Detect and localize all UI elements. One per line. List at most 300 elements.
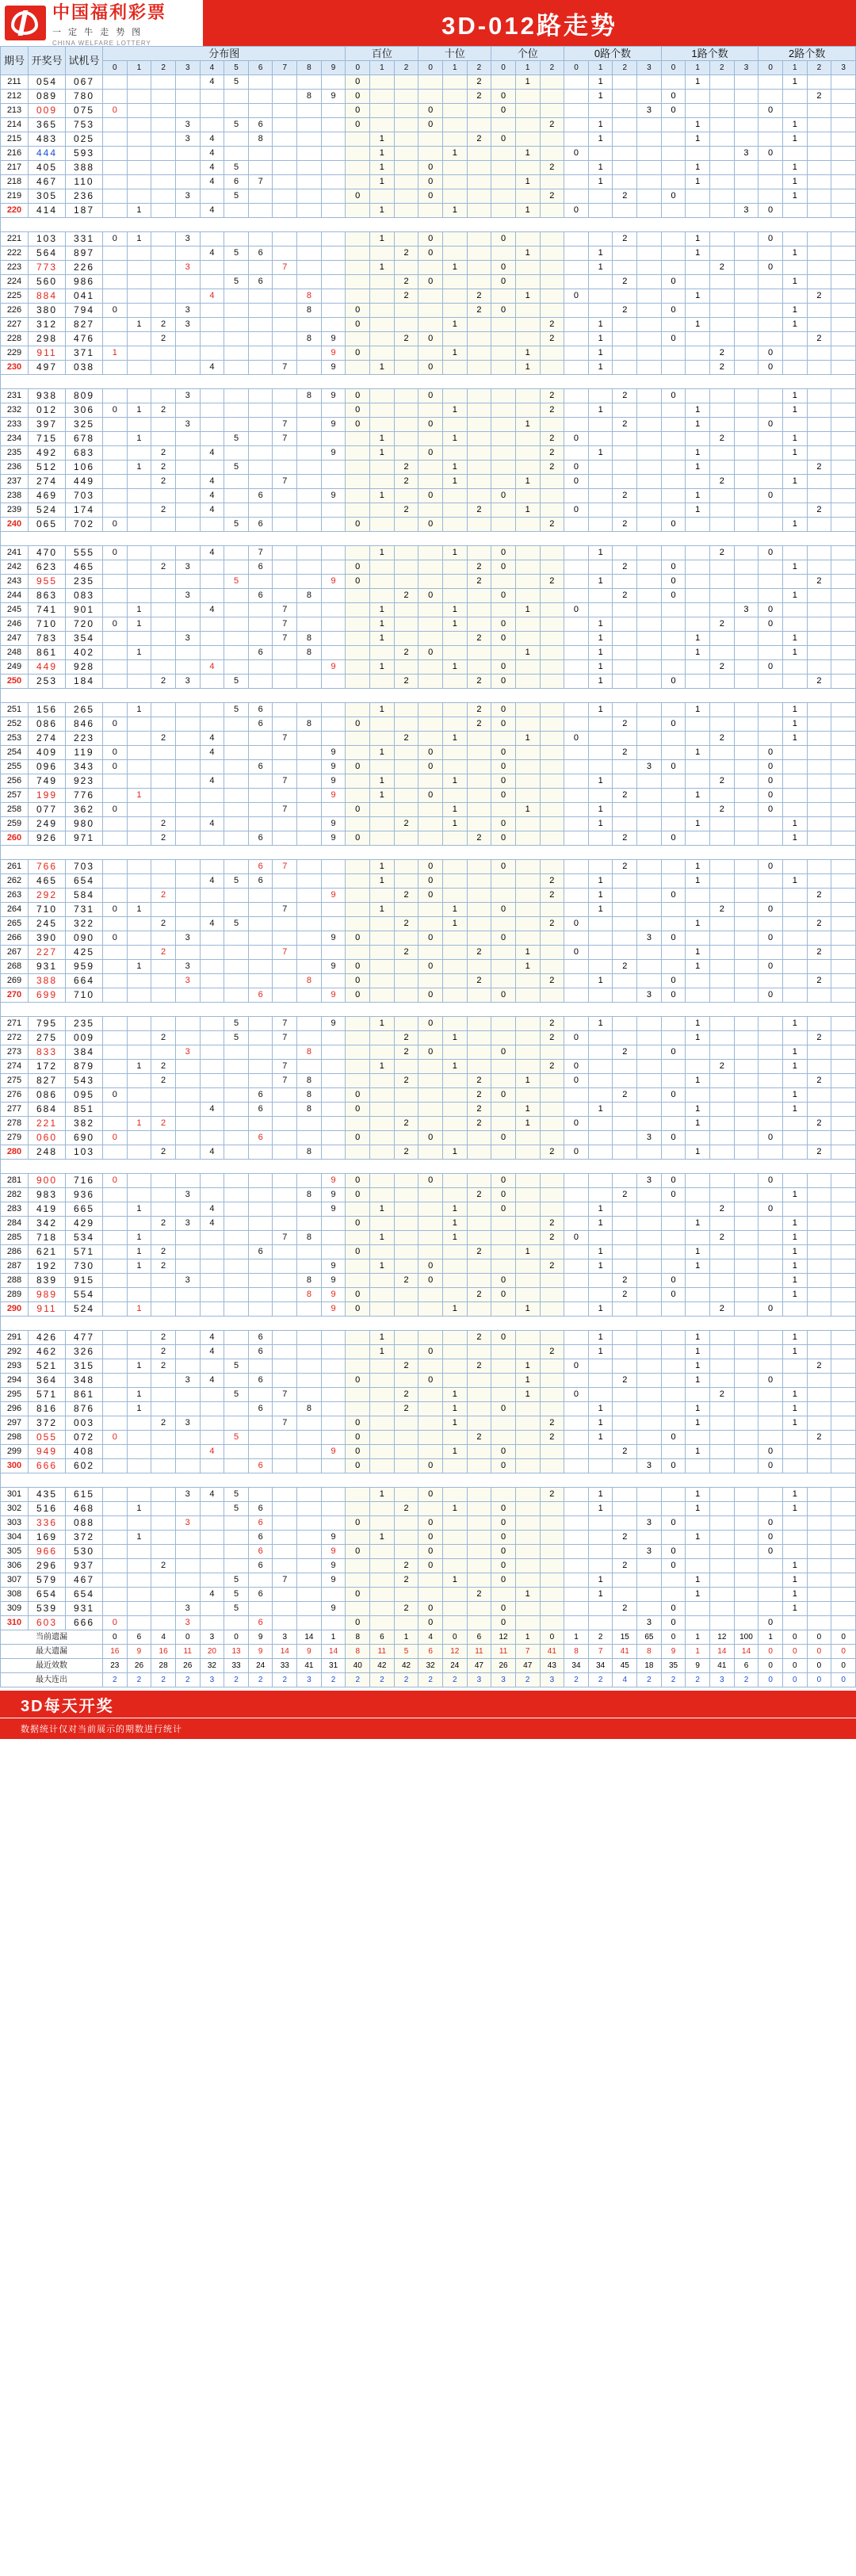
cell-dist-9: [321, 1345, 346, 1359]
table-row[interactable]: [1, 774, 856, 789]
table-row[interactable]: [1, 917, 856, 931]
table-row[interactable]: [1, 346, 856, 361]
cell-bai-1: [370, 1302, 395, 1317]
cell-bai-0: 0: [346, 1616, 370, 1630]
cell-dist-9: [321, 75, 346, 90]
cell-lu0-2: [613, 1545, 637, 1559]
cell-dist-9: 9: [321, 1259, 346, 1274]
cell-dist-2: [151, 275, 176, 289]
cell-dist-7: 7: [273, 603, 297, 617]
cell-dist-4: [200, 1302, 224, 1317]
cell-ge-1: [515, 817, 540, 831]
cell-bai-1: [370, 1117, 395, 1131]
footer-banner-text: 3D每天开奖: [21, 1697, 114, 1715]
cell-bai-2: [394, 261, 418, 275]
cell-shi-2: 2: [467, 75, 491, 90]
table-row[interactable]: [1, 1060, 856, 1074]
cell-bai-1: 1: [370, 1345, 395, 1359]
table-row[interactable]: [1, 903, 856, 917]
cell-dist-7: [273, 1345, 297, 1359]
cell-ge-1: 1: [515, 603, 540, 617]
table-row[interactable]: [1, 860, 856, 874]
cell-dist-7: 7: [273, 903, 297, 917]
cell-dist-8: [297, 831, 322, 846]
cell-lu1-1: 1: [686, 247, 710, 261]
cell-dist-7: 7: [273, 361, 297, 375]
table-row[interactable]: [1, 1188, 856, 1202]
cell-dist-7: [273, 189, 297, 204]
cell-dist-0: [103, 1031, 128, 1045]
cell-lu0-1: 1: [588, 1588, 613, 1602]
table-row[interactable]: [1, 1245, 856, 1259]
cell-lu0-0: 0: [564, 204, 589, 218]
table-row[interactable]: [1, 1045, 856, 1060]
cell-dist-4: [200, 1117, 224, 1131]
cell-lu0-0: [564, 1459, 589, 1473]
table-row[interactable]: [1, 1416, 856, 1431]
cell-lu1-3: [734, 974, 759, 988]
cell-lu0-3: [637, 161, 662, 175]
cell-dist-2: [151, 1131, 176, 1145]
cell-dist-2: [151, 1516, 176, 1531]
table-row[interactable]: [1, 261, 856, 275]
table-row[interactable]: [1, 289, 856, 304]
cell-kaijianghao: 833: [29, 1045, 66, 1060]
table-row[interactable]: [1, 1217, 856, 1231]
table-row[interactable]: [1, 946, 856, 960]
cell-dist-3: [175, 403, 200, 418]
table-row[interactable]: [1, 1103, 856, 1117]
cell-dist-1: 1: [127, 1302, 151, 1317]
cell-ge-0: [491, 1060, 516, 1074]
cell-dist-4: 4: [200, 75, 224, 90]
cell-qihao: 249: [1, 660, 29, 675]
cell-qihao: 234: [1, 432, 29, 446]
cell-lu0-1: [588, 1031, 613, 1045]
table-row[interactable]: [1, 432, 856, 446]
table-row[interactable]: [1, 589, 856, 603]
cell-lu2-1: [782, 1117, 807, 1131]
cell-kaijianghao: 372: [29, 1416, 66, 1431]
cell-dist-8: 8: [297, 1402, 322, 1416]
stats-l0-1: 7: [588, 1645, 613, 1659]
table-row[interactable]: [1, 518, 856, 532]
cell-ge-2: [540, 717, 564, 732]
table-row[interactable]: [1, 1573, 856, 1588]
cell-lu1-3: [734, 1573, 759, 1588]
cell-ge-2: 2: [540, 118, 564, 132]
cell-ge-0: 0: [491, 132, 516, 147]
cell-lu2-0: [759, 1088, 783, 1103]
cell-bai-0: [346, 432, 370, 446]
table-row[interactable]: [1, 1031, 856, 1045]
table-row[interactable]: [1, 1302, 856, 1317]
cell-lu2-1: [782, 917, 807, 931]
table-row[interactable]: [1, 717, 856, 732]
cell-dist-8: [297, 860, 322, 874]
table-row[interactable]: [1, 889, 856, 903]
table-row[interactable]: [1, 132, 856, 147]
table-row[interactable]: [1, 803, 856, 817]
cell-dist-1: [127, 1488, 151, 1502]
cell-lu1-1: 1: [686, 817, 710, 831]
table-row[interactable]: [1, 475, 856, 489]
table-row[interactable]: [1, 1588, 856, 1602]
cell-lu1-1: 1: [686, 1345, 710, 1359]
cell-bai-1: [370, 318, 395, 332]
cell-dist-9: [321, 1088, 346, 1103]
table-row[interactable]: [1, 1502, 856, 1516]
cell-lu0-0: [564, 118, 589, 132]
table-row[interactable]: [1, 789, 856, 803]
table-row[interactable]: [1, 418, 856, 432]
table-row[interactable]: [1, 1531, 856, 1545]
cell-dist-0: [103, 132, 128, 147]
cell-lu0-2: [613, 261, 637, 275]
cell-dist-3: 3: [175, 1616, 200, 1630]
brand-name-cn: 中国福利彩票: [52, 2, 167, 22]
cell-bai-1: [370, 118, 395, 132]
table-row[interactable]: [1, 1431, 856, 1445]
cell-dist-8: [297, 1217, 322, 1231]
table-row[interactable]: [1, 361, 856, 375]
cell-qihao: 290: [1, 1302, 29, 1317]
cell-kaijianghao: 221: [29, 1117, 66, 1131]
table-row[interactable]: [1, 1545, 856, 1559]
cell-dist-3: [175, 703, 200, 717]
cell-lu2-2: [807, 1531, 831, 1545]
cell-dist-0: 0: [103, 903, 128, 917]
cell-lu0-0: [564, 1431, 589, 1445]
table-row[interactable]: [1, 1231, 856, 1245]
table-row[interactable]: [1, 1174, 856, 1188]
table-row[interactable]: [1, 403, 856, 418]
table-row[interactable]: [1, 1074, 856, 1088]
table-row[interactable]: [1, 1388, 856, 1402]
table-row[interactable]: [1, 389, 856, 403]
cell-dist-7: [273, 1302, 297, 1317]
cell-shi-1: [442, 1516, 467, 1531]
cell-lu1-1: 1: [686, 1331, 710, 1345]
cell-ge-2: [540, 147, 564, 161]
cell-lu1-1: [686, 1616, 710, 1630]
cell-lu1-2: [710, 132, 735, 147]
table-row[interactable]: [1, 189, 856, 204]
table-row[interactable]: [1, 646, 856, 660]
cell-ge-0: 0: [491, 617, 516, 632]
cell-lu0-1: [588, 304, 613, 318]
cell-shi-2: [467, 475, 491, 489]
table-row[interactable]: [1, 461, 856, 475]
cell-dist-4: [200, 717, 224, 732]
cell-bai-2: 2: [394, 475, 418, 489]
table-row[interactable]: [1, 1331, 856, 1345]
table-row[interactable]: [1, 746, 856, 760]
cell-lu1-3: [734, 289, 759, 304]
cell-lu2-2: 2: [807, 1431, 831, 1445]
cell-kaijianghao: 414: [29, 204, 66, 218]
cell-lu2-3: [831, 546, 856, 560]
cell-ge-0: [491, 318, 516, 332]
cell-bai-0: [346, 1345, 370, 1359]
cell-lu1-1: [686, 1274, 710, 1288]
table-row[interactable]: [1, 104, 856, 118]
table-row[interactable]: [1, 1559, 856, 1573]
cell-bai-2: 2: [394, 503, 418, 518]
cell-shijihao: 067: [66, 75, 103, 90]
cell-lu1-2: 2: [710, 346, 735, 361]
cell-dist-6: [248, 1231, 273, 1245]
cell-lu1-1: 1: [686, 1502, 710, 1516]
group-separator: [1, 689, 856, 703]
table-row[interactable]: [1, 675, 856, 689]
cell-lu1-0: [661, 617, 686, 632]
cell-kaijianghao: 467: [29, 175, 66, 189]
cell-ge-0: 0: [491, 560, 516, 575]
table-row[interactable]: [1, 1359, 856, 1374]
table-row[interactable]: [1, 1459, 856, 1473]
cell-lu1-1: [686, 104, 710, 118]
cell-shijihao: 776: [66, 789, 103, 803]
table-row[interactable]: [1, 960, 856, 974]
table-row[interactable]: [1, 575, 856, 589]
cell-lu0-1: [588, 560, 613, 575]
cell-lu1-0: 0: [661, 675, 686, 689]
table-row[interactable]: [1, 1202, 856, 1217]
cell-dist-6: [248, 1416, 273, 1431]
table-row[interactable]: [1, 1374, 856, 1388]
cell-ge-1: [515, 1145, 540, 1160]
cell-lu2-1: 1: [782, 247, 807, 261]
table-body: [1, 75, 856, 1630]
cell-ge-2: [540, 204, 564, 218]
cell-bai-2: 2: [394, 589, 418, 603]
table-row[interactable]: [1, 75, 856, 90]
cell-lu2-3: [831, 1259, 856, 1274]
cell-lu0-0: 0: [564, 1031, 589, 1045]
cell-shi-1: [442, 75, 467, 90]
table-row[interactable]: [1, 1288, 856, 1302]
cell-qihao: 255: [1, 760, 29, 774]
cell-lu1-3: [734, 831, 759, 846]
cell-dist-0: [103, 632, 128, 646]
table-row[interactable]: [1, 1445, 856, 1459]
cell-bai-2: [394, 1588, 418, 1602]
table-row[interactable]: [1, 489, 856, 503]
cell-bai-0: 0: [346, 90, 370, 104]
cell-lu1-2: [710, 889, 735, 903]
table-row[interactable]: [1, 1345, 856, 1359]
cell-shijihao: 110: [66, 175, 103, 189]
table-row[interactable]: [1, 1602, 856, 1616]
cell-ge-2: [540, 247, 564, 261]
cell-lu2-1: 1: [782, 1388, 807, 1402]
cell-lu2-3: [831, 803, 856, 817]
table-row[interactable]: [1, 1274, 856, 1288]
cell-lu0-2: [613, 1331, 637, 1345]
cell-ge-2: 2: [540, 389, 564, 403]
table-row[interactable]: [1, 1117, 856, 1131]
stats-l1-3: 14: [734, 1645, 759, 1659]
cell-qihao: 260: [1, 831, 29, 846]
cell-dist-3: [175, 1231, 200, 1245]
cell-ge-1: [515, 575, 540, 589]
cell-qihao: 268: [1, 960, 29, 974]
table-row[interactable]: [1, 817, 856, 831]
table-row[interactable]: [1, 874, 856, 889]
table-row[interactable]: [1, 1017, 856, 1031]
cell-bai-0: 0: [346, 1103, 370, 1117]
cell-dist-8: [297, 204, 322, 218]
stats-dist-4: 3: [200, 1630, 224, 1645]
cell-lu0-2: [613, 475, 637, 489]
table-row[interactable]: [1, 446, 856, 461]
table-row[interactable]: [1, 931, 856, 946]
cell-dist-3: [175, 660, 200, 675]
table-row[interactable]: [1, 1516, 856, 1531]
cell-dist-3: [175, 1288, 200, 1302]
cell-lu0-3: [637, 546, 662, 560]
cell-lu1-3: [734, 1416, 759, 1431]
cell-dist-4: [200, 1573, 224, 1588]
cell-lu1-2: [710, 603, 735, 617]
cell-ge-1: 1: [515, 1117, 540, 1131]
table-row[interactable]: [1, 161, 856, 175]
cell-dist-5: 5: [224, 1431, 249, 1445]
cell-dist-8: 8: [297, 717, 322, 732]
cell-dist-1: [127, 889, 151, 903]
table-row[interactable]: [1, 703, 856, 717]
table-row[interactable]: [1, 617, 856, 632]
stats-l2-2: 0: [807, 1630, 831, 1645]
cell-bai-0: [346, 446, 370, 461]
table-row[interactable]: [1, 503, 856, 518]
cell-lu0-0: [564, 261, 589, 275]
cell-lu2-0: 0: [759, 1174, 783, 1188]
cell-lu1-1: [686, 617, 710, 632]
table-row[interactable]: [1, 988, 856, 1003]
cell-dist-5: 5: [224, 917, 249, 931]
stats-row: [1, 1659, 856, 1673]
cell-dist-0: [103, 503, 128, 518]
table-row[interactable]: [1, 1488, 856, 1502]
cell-dist-1: [127, 332, 151, 346]
cell-bai-1: [370, 1045, 395, 1060]
cell-lu2-0: 0: [759, 204, 783, 218]
cell-lu2-1: 1: [782, 1345, 807, 1359]
table-row[interactable]: [1, 1259, 856, 1274]
table-row[interactable]: [1, 232, 856, 247]
cell-dist-0: 0: [103, 1131, 128, 1145]
cell-bai-1: 1: [370, 903, 395, 917]
table-row[interactable]: [1, 974, 856, 988]
cell-lu1-1: 1: [686, 1245, 710, 1259]
cell-kaijianghao: 512: [29, 461, 66, 475]
cell-lu2-1: 1: [782, 1288, 807, 1302]
table-row[interactable]: [1, 632, 856, 646]
cell-kaijianghao: 654: [29, 1588, 66, 1602]
cell-lu2-3: [831, 660, 856, 675]
cell-ge-2: [540, 760, 564, 774]
cell-lu0-2: [613, 1074, 637, 1088]
cell-ge-0: 0: [491, 1331, 516, 1345]
table-row[interactable]: [1, 831, 856, 846]
cell-lu1-1: [686, 1545, 710, 1559]
cell-shi-1: [442, 289, 467, 304]
cell-dist-0: [103, 461, 128, 475]
cell-qihao: 306: [1, 1559, 29, 1573]
cell-dist-6: 6: [248, 703, 273, 717]
table-row[interactable]: [1, 332, 856, 346]
table-row[interactable]: [1, 1145, 856, 1160]
cell-bai-2: [394, 418, 418, 432]
table-row[interactable]: [1, 1402, 856, 1416]
cell-dist-3: 3: [175, 960, 200, 974]
cell-lu2-3: [831, 1217, 856, 1231]
cell-dist-8: [297, 617, 322, 632]
cell-lu1-2: [710, 974, 735, 988]
cell-bai-1: [370, 1103, 395, 1117]
cell-lu1-0: 0: [661, 518, 686, 532]
cell-lu1-1: [686, 147, 710, 161]
cell-bai-2: [394, 560, 418, 575]
cell-shi-1: [442, 1131, 467, 1145]
table-row[interactable]: [1, 118, 856, 132]
cell-bai-0: 0: [346, 1088, 370, 1103]
table-row[interactable]: [1, 247, 856, 261]
table-row[interactable]: [1, 560, 856, 575]
cell-ge-0: 0: [491, 1045, 516, 1060]
cell-shi-2: 2: [467, 90, 491, 104]
cell-kaijianghao: 564: [29, 247, 66, 261]
cell-shijihao: 901: [66, 603, 103, 617]
table-row[interactable]: [1, 1088, 856, 1103]
table-row[interactable]: [1, 732, 856, 746]
cell-lu1-0: [661, 1017, 686, 1031]
cell-dist-8: [297, 931, 322, 946]
cell-lu2-2: [807, 161, 831, 175]
cell-dist-3: [175, 1573, 200, 1588]
table-row[interactable]: [1, 1616, 856, 1630]
cell-lu2-1: 1: [782, 475, 807, 489]
cell-ge-1: [515, 1431, 540, 1445]
table-row[interactable]: [1, 147, 856, 161]
table-row[interactable]: [1, 318, 856, 332]
table-row[interactable]: [1, 275, 856, 289]
table-row[interactable]: [1, 90, 856, 104]
cell-qihao: 241: [1, 546, 29, 560]
cell-dist-9: 9: [321, 1017, 346, 1031]
cell-lu0-1: [588, 503, 613, 518]
cell-lu0-3: [637, 560, 662, 575]
cell-dist-6: [248, 1431, 273, 1445]
table-row[interactable]: [1, 546, 856, 560]
table-row[interactable]: [1, 175, 856, 189]
table-row[interactable]: [1, 304, 856, 318]
cell-lu1-3: [734, 446, 759, 461]
table-row[interactable]: [1, 204, 856, 218]
cell-lu0-2: 2: [613, 860, 637, 874]
table-row[interactable]: [1, 603, 856, 617]
cell-lu2-1: 1: [782, 318, 807, 332]
table-row[interactable]: [1, 760, 856, 774]
table-row[interactable]: [1, 1131, 856, 1145]
cell-shi-2: [467, 746, 491, 760]
cell-lu2-1: [782, 1431, 807, 1445]
table-row[interactable]: [1, 660, 856, 675]
cell-lu0-2: [613, 946, 637, 960]
cell-bai-1: [370, 988, 395, 1003]
